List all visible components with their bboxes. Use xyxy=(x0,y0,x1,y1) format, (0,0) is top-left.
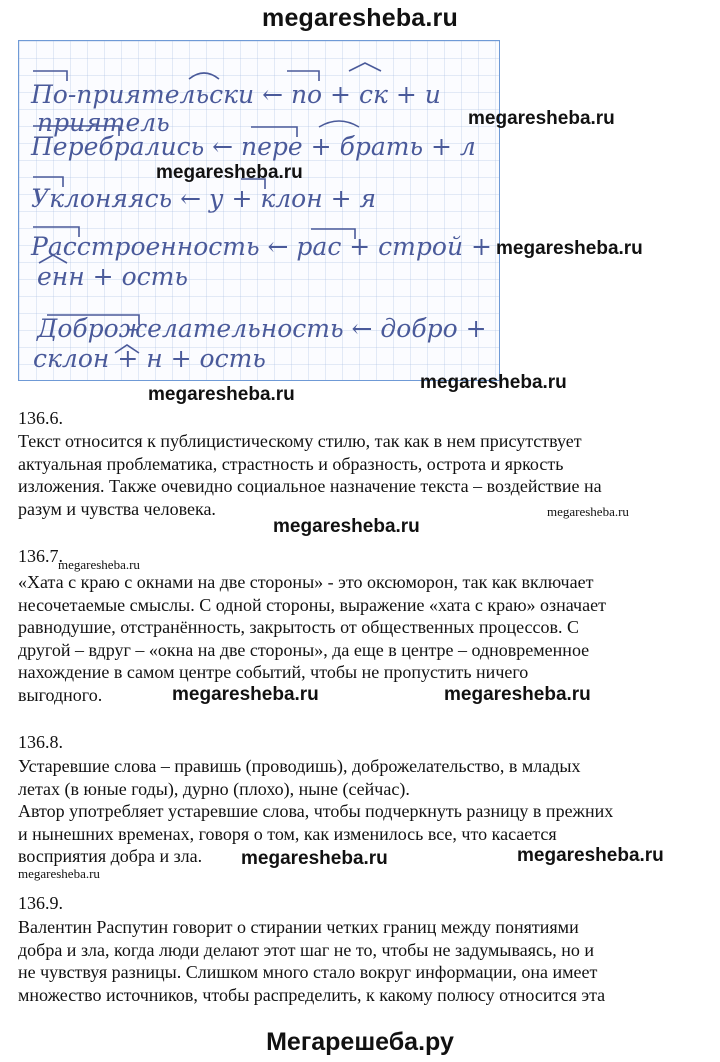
handwriting-line: Уклоняясь ← у + клон + я xyxy=(31,184,377,213)
text-line: множество источников, чтобы распределить, к какому полюсу относится эта xyxy=(18,984,606,1005)
text-line: не чувствуя разницы. Слишком много стало вокруг информации, она имеет xyxy=(18,962,598,982)
handwriting-layer xyxy=(19,41,500,381)
section-number: 136.8. xyxy=(18,732,63,752)
watermark: megaresheba.ru xyxy=(496,238,643,259)
text-line: Валентин Распутин говорит о стирании четких границ между понятиями xyxy=(18,917,579,937)
handwriting-line: Перебрались ← пере + брать + л xyxy=(31,132,476,161)
root-arc xyxy=(319,121,359,127)
handwriting-line: енн + ость xyxy=(37,262,188,291)
watermark: megaresheba.ru xyxy=(156,162,303,183)
section-number: 136.6. xyxy=(18,408,63,428)
section-text xyxy=(18,755,698,868)
text-line: равнодушие, отстранённость, закрытость от общественных процессов. С xyxy=(18,617,580,637)
handwritten-morphemic-analysis-image xyxy=(18,40,500,381)
handwriting-line: приятель xyxy=(37,108,170,137)
text-line: другой – вдруг – «окна на две стороны», да еще в центре – одновременное xyxy=(18,639,590,660)
watermark: megaresheba.ru xyxy=(148,384,295,405)
text-line: и нынешних временах, говоря о том, как изменилось все, что касается xyxy=(18,823,557,844)
handwriting-line: Доброжелательность ← добро + xyxy=(37,314,487,343)
watermark: megaresheba.ru xyxy=(273,516,420,537)
text-line: выгодного. xyxy=(18,684,103,705)
watermark: megaresheba.ru xyxy=(444,684,591,705)
suffix-mark xyxy=(349,63,381,71)
text-line: нахождение в самом центре событий, чтобы не пропустить ничего xyxy=(18,662,529,682)
text-line: летах (в юные годы), дурно (плохо), ныне (сейчас). xyxy=(18,778,410,799)
handwriting-line: Расстроенность ← рас + строй + xyxy=(31,232,492,261)
text-line: добра и зла, когда люди делают этот шаг не то, чтобы не задумываясь, но и xyxy=(18,939,595,960)
text-line: Автор употребляет устаревшие слова, чтобы подчеркнуть разницу в прежних xyxy=(18,801,614,821)
handwriting-line: склон + н + ость xyxy=(33,344,266,373)
text-line: изложения. Также очевидно социальное назначение текста – воздействие на xyxy=(18,476,602,496)
section-number: 136.7. xyxy=(18,546,63,566)
section-number: 136.9. xyxy=(18,893,63,913)
text-line: «Хата с краю с окнами на две стороны» - это оксюморон, так как включает xyxy=(18,572,594,592)
section-text xyxy=(18,571,698,706)
text-line: несочетаемые смыслы. С одной стороны, выражение «хата с краю» означает xyxy=(18,594,606,615)
watermark-small: megaresheba.ru xyxy=(547,504,629,519)
site-footer: Мегарешеба.ру xyxy=(266,1028,454,1056)
watermark-small: megaresheba.ru xyxy=(58,557,140,572)
watermark: megaresheba.ru xyxy=(241,848,388,869)
watermark: megaresheba.ru xyxy=(517,845,664,866)
watermark-small: megaresheba.ru xyxy=(18,866,100,881)
section-text xyxy=(18,430,698,520)
text-line: Устаревшие слова – правишь (проводишь), доброжелательство, в младых xyxy=(18,756,581,776)
text-line: Текст относится к публицистическому стилю, так как в нем присутствует xyxy=(18,431,582,451)
section-text xyxy=(18,916,698,1006)
root-arc xyxy=(189,73,219,79)
watermark: megaresheba.ru xyxy=(172,684,319,705)
handwriting-line: По-приятельски ← по + ск + и xyxy=(31,80,441,109)
watermark: megaresheba.ru xyxy=(420,372,567,393)
text-line: актуальная проблематика, страстность и образность, острота и яркость xyxy=(18,453,564,474)
watermark: megaresheba.ru xyxy=(468,108,615,129)
text-line: разум и чувства человека. xyxy=(18,498,216,519)
site-header: megaresheba.ru xyxy=(262,4,458,32)
text-line: восприятия добра и зла. xyxy=(18,846,203,866)
